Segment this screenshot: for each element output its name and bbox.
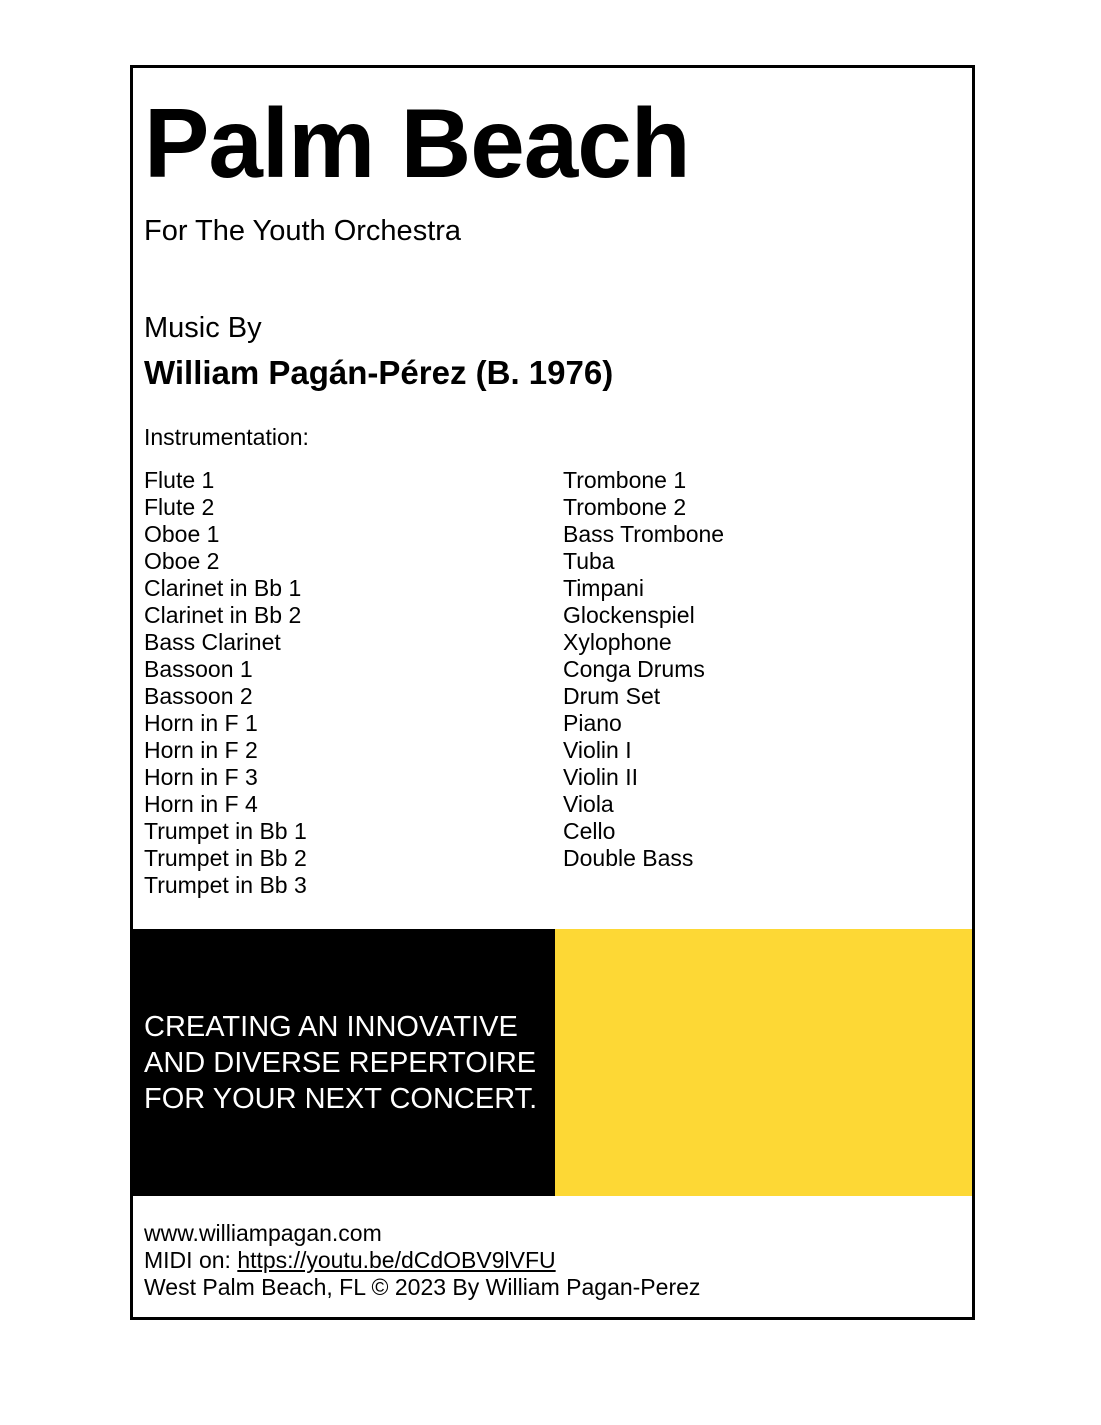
instrument-item: Viola [563, 791, 614, 817]
instrument-item: Violin II [563, 764, 639, 790]
instrument-item: Violin I [563, 737, 632, 763]
instrument-item: Bass Clarinet [144, 629, 281, 655]
instrument-item: Horn in F 1 [144, 710, 258, 736]
instrument-item: Horn in F 2 [144, 737, 258, 763]
instrument-list-right [563, 467, 724, 872]
instrument-item: Piano [563, 710, 622, 736]
instrument-item: Flute 2 [144, 494, 215, 520]
instrument-item: Bassoon 1 [144, 656, 253, 682]
piece-title: Palm Beach [144, 88, 690, 198]
instrument-item: Cello [563, 818, 616, 844]
instrument-item: Timpani [563, 575, 644, 601]
instrument-item: Clarinet in Bb 2 [144, 602, 302, 628]
instrument-item: Trombone 2 [563, 494, 687, 520]
instrument-item: Drum Set [563, 683, 661, 709]
instrument-item: Trumpet in Bb 3 [144, 872, 307, 898]
instrument-item: Bassoon 2 [144, 683, 253, 709]
subtitle: For The Youth Orchestra [144, 215, 462, 247]
instrument-item: Trumpet in Bb 1 [144, 818, 307, 844]
tagline-block [133, 929, 555, 1196]
instrument-item: Bass Trombone [563, 521, 725, 547]
instrument-item: Horn in F 3 [144, 764, 258, 790]
instrument-item: Tuba [563, 548, 615, 574]
instrument-item: Horn in F 4 [144, 791, 258, 817]
composer-name: William Pagán-Pérez (B. 1976) [144, 354, 614, 391]
instrument-item: Flute 1 [144, 467, 215, 493]
midi-line [144, 1247, 700, 1274]
yellow-accent-block [555, 929, 972, 1196]
instrument-item: Glockenspiel [563, 602, 695, 628]
instrument-list-left [144, 467, 307, 899]
instrumentation-label: Instrumentation: [144, 424, 309, 450]
midi-label: MIDI on: [144, 1247, 238, 1273]
copyright-text: West Palm Beach, FL © 2023 By William Pagan-Perez [144, 1274, 701, 1300]
instrument-item: Conga Drums [563, 656, 705, 682]
tagline-line: FOR YOUR NEXT CONCERT. [144, 1083, 538, 1115]
instrument-item: Trumpet in Bb 2 [144, 845, 307, 871]
tagline-line: CREATING AN INNOVATIVE [144, 1011, 518, 1043]
music-by-label: Music By [144, 312, 262, 344]
instrument-item: Oboe 2 [144, 548, 220, 574]
cover-page-frame [130, 65, 975, 1320]
instrument-item: Clarinet in Bb 1 [144, 575, 302, 601]
instrument-item: Oboe 1 [144, 521, 220, 547]
tagline-line: AND DIVERSE REPERTOIRE [144, 1047, 537, 1079]
footer [144, 1220, 700, 1301]
instrument-item: Xylophone [563, 629, 672, 655]
instrument-item: Double Bass [563, 845, 694, 871]
instrument-item: Trombone 1 [563, 467, 687, 493]
midi-link[interactable]: https://youtu.be/dCdOBV9lVFU [237, 1247, 556, 1273]
website-text: www.williampagan.com [144, 1220, 382, 1246]
tagline [144, 1009, 537, 1117]
